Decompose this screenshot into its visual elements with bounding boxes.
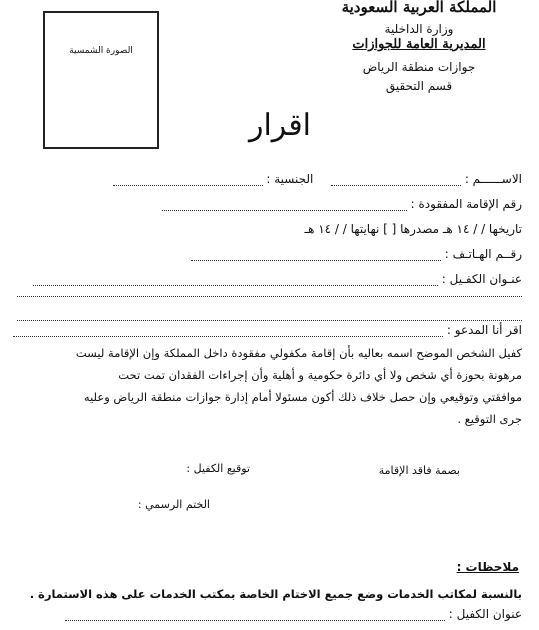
address-line-3[interactable] <box>17 320 522 321</box>
fingerprint-label: بصمة فاقد الإقامة <box>378 464 460 477</box>
field-address-blank[interactable] <box>33 275 438 286</box>
declaration-line-2: مرهونة بحوزة أي شخص ولا أي دائرة حكومية و أهلية وأن إجراءات الفقدان تمت تحت <box>118 368 522 382</box>
declaration-line-3: موافقتي وتوقيعي وإن حصل خلاف ذلك أكون مسئولا أمام إدارة جوازات منطقة الرياض وعليه <box>83 390 522 404</box>
document-title: اقرار <box>248 108 312 143</box>
declaration-line-4: جرى التوقيع . <box>457 412 522 426</box>
notes-address-row <box>65 607 522 621</box>
declaration-line-1: كفيل الشخص الموضح اسمه بعاليه بأن إقامة مكفولي مفقودة داخل المملكة وإن الإقامة ليست <box>75 346 522 360</box>
field-residence-label: رقم الإقامة المفقودة : <box>410 197 522 211</box>
note-1: بالنسبة لمكاتب الخدمات وضع جميع الاختام الخاصة بمكتب الخدمات على هذه الاستمارة . <box>29 587 522 601</box>
header-directorate: المديرية العامة للجوازات <box>352 37 486 52</box>
declaration-name-blank[interactable] <box>13 326 443 337</box>
field-name-blank[interactable] <box>331 175 461 186</box>
field-phone-row <box>191 247 522 261</box>
field-nationality-label: الجنسية : <box>266 172 314 186</box>
field-address-row <box>33 272 522 286</box>
field-nationality-blank[interactable] <box>113 175 263 186</box>
sponsor-signature: توقيع الكفيل : <box>186 462 250 475</box>
notes-heading: ملاحظات : <box>456 560 519 574</box>
field-name-label: الاســــــم : <box>464 172 522 186</box>
field-address-label: عنـوان الكفـيل : <box>441 272 522 286</box>
declaration-intro: اقر أنا المدعو : <box>446 323 522 337</box>
header-section: قسم التحقيق <box>385 79 453 93</box>
notes-address-label: عنوان الكفيل : <box>448 607 522 621</box>
declaration-body <box>12 342 522 430</box>
photo-box <box>43 11 159 149</box>
photo-label: الصورة الشمسية <box>69 46 133 56</box>
field-residence-blank[interactable] <box>162 200 407 211</box>
field-residence-date-row <box>305 222 522 236</box>
official-stamp: الختم الرسمي : <box>137 498 210 511</box>
field-phone-blank[interactable] <box>191 250 441 261</box>
notes-address-blank[interactable] <box>65 610 445 621</box>
header-kingdom: المملكة العربية السعودية <box>341 0 497 16</box>
field-residence-row <box>162 197 522 211</box>
address-line-2[interactable] <box>17 296 522 297</box>
field-residence-date: تاريخها / / ١٤ هـ مصدرها [ ] نهايتها / / ١٤ هـ <box>304 222 522 236</box>
field-phone-label: رقــم الهـاتـف : <box>444 247 522 261</box>
declaration-intro-row <box>13 323 522 337</box>
field-name-row <box>113 172 522 186</box>
header-region: جوازات منطقة الرياض <box>362 60 476 74</box>
header-ministry: وزارة الداخلية <box>384 22 454 36</box>
